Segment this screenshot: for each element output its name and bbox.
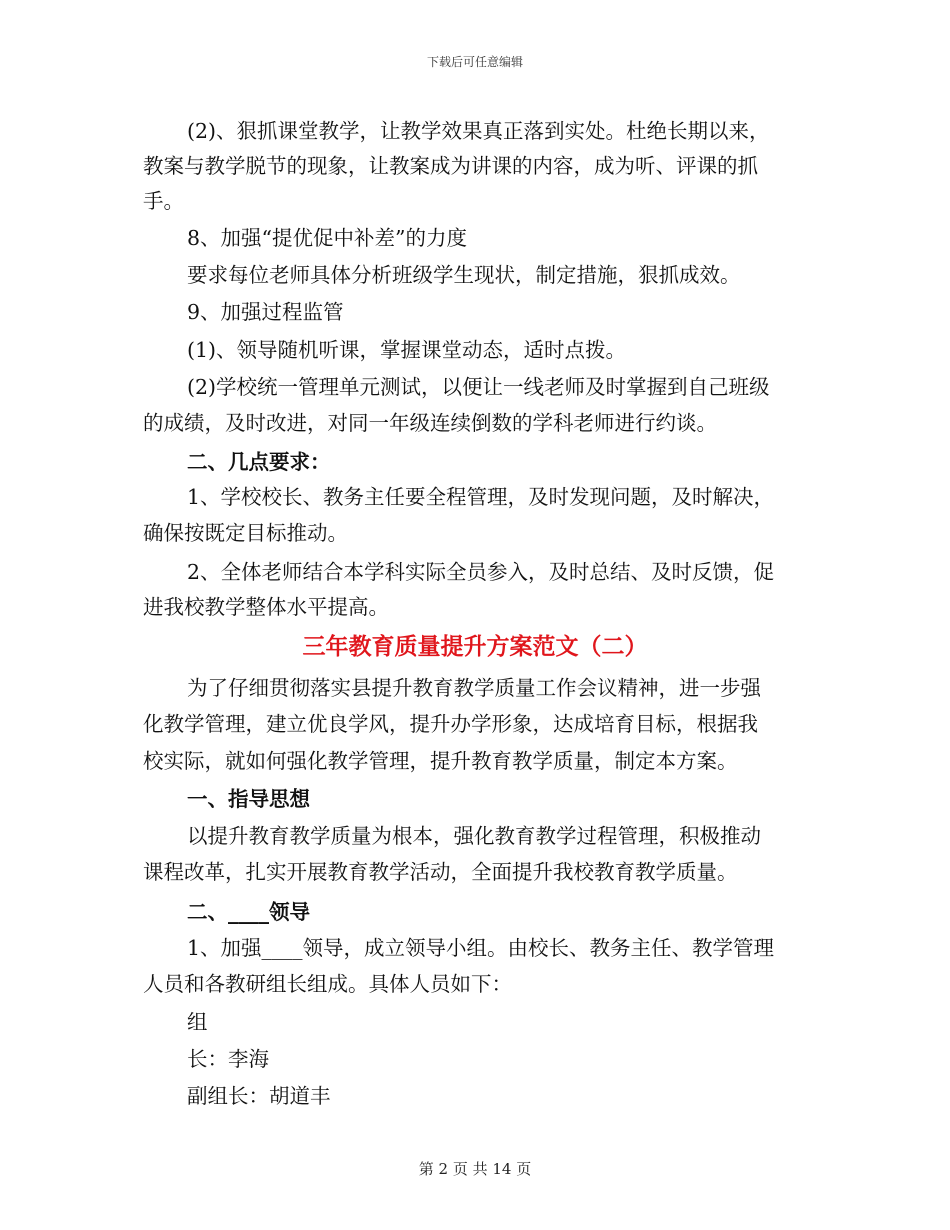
paragraph-line: 组 bbox=[187, 1010, 208, 1034]
paragraph-line: 2、全体老师结合本学科实际全员参入，及时总结、及时反馈，促 bbox=[187, 560, 775, 584]
paragraph-line: 校实际，就如何强化教学管理，提升教育教学质量，制定本方案。 bbox=[143, 749, 738, 773]
paragraph-line: 副组长：胡道丰 bbox=[187, 1084, 331, 1108]
paragraph-line: 教案与教学脱节的现象，让教案成为讲课的内容，成为听、评课的抓 bbox=[143, 154, 758, 178]
section-title: 三年教育质量提升方案范文（二） bbox=[302, 634, 648, 660]
paragraph-line: 要求每位老师具体分析班级学生现状，制定措施，狠抓成效。 bbox=[187, 263, 741, 287]
paragraph-line: 化教学管理，建立优良学风，提升办学形象，达成培育目标，根据我 bbox=[143, 712, 758, 736]
paragraph-line: 1、学校校长、教务主任要全程管理，及时发现问题，及时解决， bbox=[187, 485, 775, 509]
paragraph-line: 1、加强____领导，成立领导小组。由校长、教务主任、教学管理 bbox=[187, 936, 775, 960]
paragraph-line: 长：李海 bbox=[187, 1047, 269, 1071]
paragraph-line: 8、加强“提优促中补差”的力度 bbox=[187, 226, 468, 250]
paragraph-line: 确保按既定目标推动。 bbox=[143, 521, 348, 545]
paragraph-line: 为了仔细贯彻落实县提升教育教学质量工作会议精神，进一步强 bbox=[187, 676, 761, 700]
paragraph-line: 以提升教育教学质量为根本，强化教育教学过程管理，积极推动 bbox=[187, 824, 761, 848]
page-footer: 第 2 页 共 14 页 bbox=[418, 1160, 532, 1178]
paragraph-line: 手。 bbox=[143, 189, 184, 213]
section-heading: 一、指导思想 bbox=[187, 787, 310, 811]
section-heading: 二、几点要求： bbox=[187, 450, 331, 474]
paragraph-line: 的成绩，及时改进，对同一年级连续倒数的学科老师进行约谈。 bbox=[143, 411, 717, 435]
page-header: 下载后可任意编辑 bbox=[426, 55, 523, 69]
paragraph-line: (2)、狠抓课堂教学，让教学效果真正落到实处。杜绝长期以来， bbox=[187, 119, 770, 143]
paragraph-line: 课程改革，扎实开展教育教学活动，全面提升我校教育教学质量。 bbox=[143, 860, 738, 884]
paragraph-line: 人员和各教研组长组成。具体人员如下： bbox=[143, 972, 512, 996]
section-heading: 二、____领导 bbox=[187, 900, 310, 924]
paragraph-line: (2)学校统一管理单元测试，以便让一线老师及时掌握到自己班级 bbox=[187, 375, 770, 399]
paragraph-line: 进我校教学整体水平提高。 bbox=[143, 595, 389, 619]
paragraph-line: (1)、领导随机听课，掌握课堂动态，适时点拨。 bbox=[187, 338, 627, 362]
paragraph-line: 9、加强过程监管 bbox=[187, 300, 344, 324]
